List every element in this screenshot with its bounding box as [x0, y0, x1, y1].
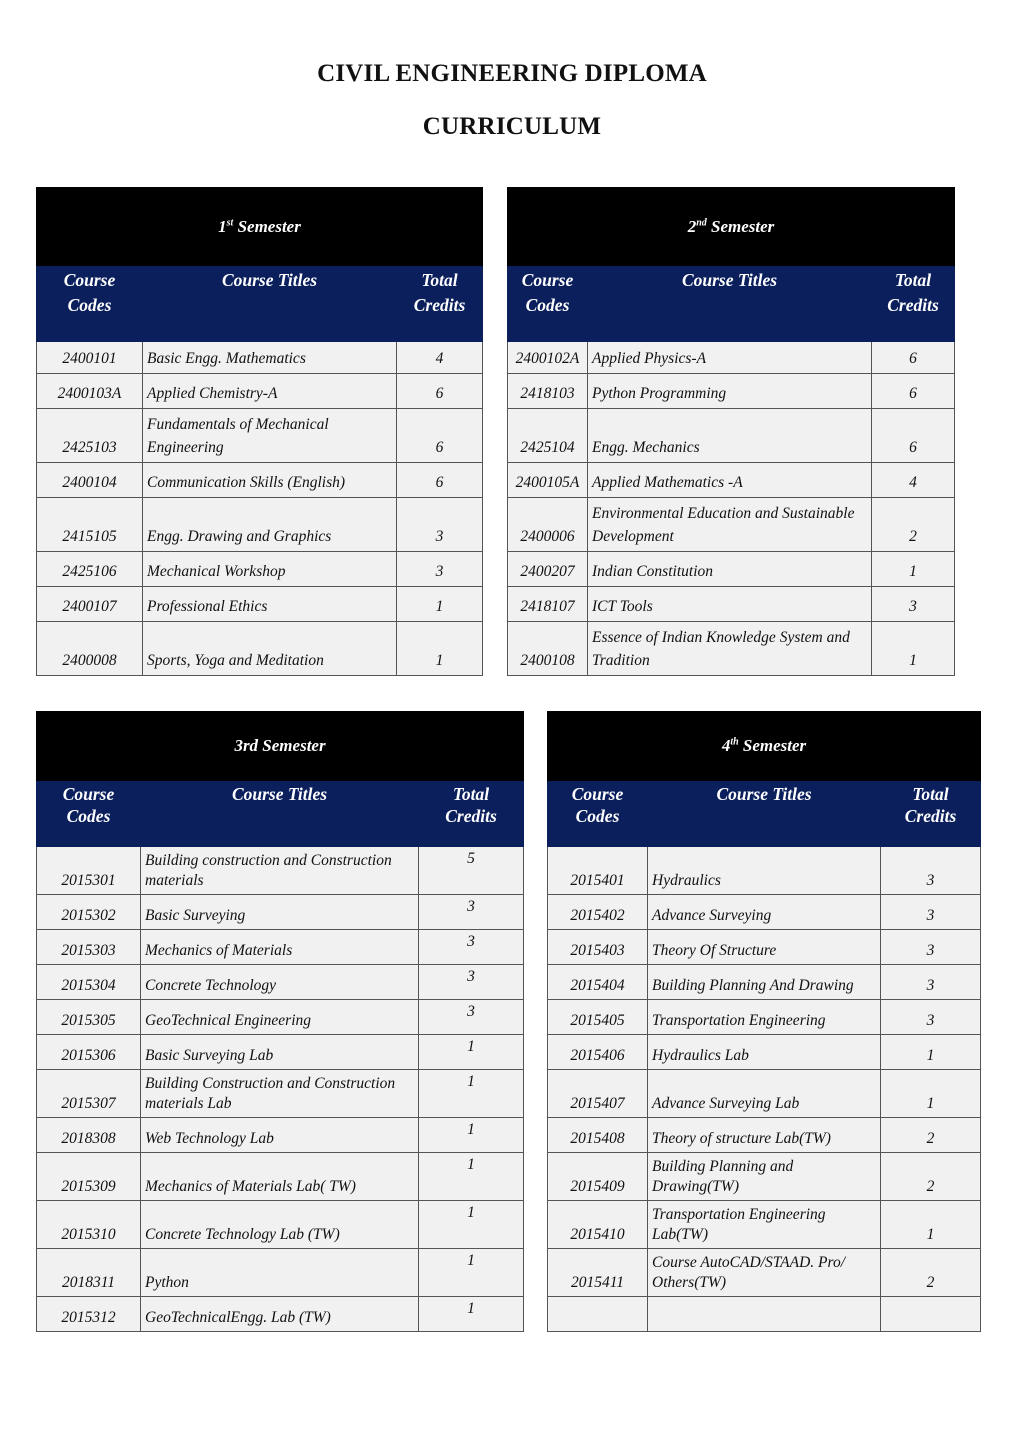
- course-title-cell: [648, 1297, 881, 1332]
- table-row: [508, 498, 955, 552]
- table-row: [548, 930, 981, 965]
- table-row: [37, 587, 483, 622]
- course-title-cell: Advance Surveying: [648, 895, 881, 930]
- course-title-cell: Transportation Engineering: [648, 1000, 881, 1035]
- course-code-cell: 2015304: [37, 965, 141, 1000]
- course-code-cell: 2425103: [37, 409, 143, 463]
- table-row: [37, 1070, 524, 1118]
- semester-3-table: [36, 711, 524, 1332]
- course-title-cell: Transportation Engineering Lab(TW): [648, 1201, 881, 1249]
- course-codes-header: Course Codes: [508, 266, 588, 342]
- table-row: [548, 1070, 981, 1118]
- course-code-cell: 2400008: [37, 622, 143, 676]
- total-credits-cell: 6: [397, 374, 483, 409]
- total-credits-cell: 3: [419, 965, 524, 1000]
- course-code-cell: 2015305: [37, 1000, 141, 1035]
- total-credits-header: Total Credits: [881, 781, 981, 847]
- course-code-cell: 2400103A: [37, 374, 143, 409]
- course-title-cell: Applied Mathematics -A: [588, 463, 872, 498]
- semester-1-heading: 1st Semester: [37, 188, 483, 266]
- table-row: [37, 1297, 524, 1332]
- semester-4-heading: 4th Semester: [548, 712, 981, 781]
- table-row: [508, 374, 955, 409]
- total-credits-cell: 1: [419, 1153, 524, 1201]
- course-title-cell: Theory of structure Lab(TW): [648, 1118, 881, 1153]
- table-row: [37, 409, 483, 463]
- course-code-cell: 2015306: [37, 1035, 141, 1070]
- course-title-cell: Applied Chemistry-A: [143, 374, 397, 409]
- total-credits-cell: [881, 1297, 981, 1332]
- semester-2-heading: 2nd Semester: [508, 188, 955, 266]
- course-code-cell: [548, 1297, 648, 1332]
- total-credits-cell: 4: [397, 342, 483, 374]
- course-titles-header: Course Titles: [588, 266, 872, 342]
- course-code-cell: 2015402: [548, 895, 648, 930]
- total-credits-cell: 3: [419, 1000, 524, 1035]
- course-title-cell: Basic Surveying Lab: [141, 1035, 419, 1070]
- course-title-cell: Web Technology Lab: [141, 1118, 419, 1153]
- course-code-cell: 2418107: [508, 587, 588, 622]
- total-credits-cell: 1: [881, 1070, 981, 1118]
- table-row: [37, 374, 483, 409]
- total-credits-cell: 3: [881, 847, 981, 895]
- table-row: [37, 342, 483, 374]
- table-row: [548, 1201, 981, 1249]
- table-row: [37, 965, 524, 1000]
- total-credits-cell: 6: [397, 463, 483, 498]
- table-row: [508, 552, 955, 587]
- total-credits-cell: 3: [397, 552, 483, 587]
- course-code-cell: 2400108: [508, 622, 588, 676]
- total-credits-header: Total Credits: [419, 781, 524, 847]
- course-code-cell: 2015307: [37, 1070, 141, 1118]
- course-title-cell: Building Planning And Drawing: [648, 965, 881, 1000]
- course-title-cell: Applied Physics-A: [588, 342, 872, 374]
- course-code-cell: 2015403: [548, 930, 648, 965]
- course-code-cell: 2015408: [548, 1118, 648, 1153]
- table-row: [508, 622, 955, 676]
- course-title-cell: Course AutoCAD/STAAD. Pro/ Others(TW): [648, 1249, 881, 1297]
- semester-3-heading: 3rd Semester: [37, 712, 524, 781]
- course-code-cell: 2015409: [548, 1153, 648, 1201]
- course-title-cell: Communication Skills (English): [143, 463, 397, 498]
- course-code-cell: 2015411: [548, 1249, 648, 1297]
- total-credits-cell: 2: [872, 498, 955, 552]
- course-title-cell: Fundamentals of Mechanical Engineering: [143, 409, 397, 463]
- course-title-cell: ICT Tools: [588, 587, 872, 622]
- course-code-cell: 2425104: [508, 409, 588, 463]
- total-credits-cell: 6: [872, 342, 955, 374]
- course-code-cell: 2015310: [37, 1201, 141, 1249]
- table-row: [37, 498, 483, 552]
- total-credits-cell: 1: [419, 1249, 524, 1297]
- course-title-cell: Hydraulics Lab: [648, 1035, 881, 1070]
- total-credits-cell: 3: [881, 1000, 981, 1035]
- course-title-cell: Engg. Drawing and Graphics: [143, 498, 397, 552]
- course-title-cell: Basic Engg. Mathematics: [143, 342, 397, 374]
- course-title-cell: Professional Ethics: [143, 587, 397, 622]
- total-credits-cell: 1: [419, 1070, 524, 1118]
- table-row: [37, 552, 483, 587]
- course-title-cell: Basic Surveying: [141, 895, 419, 930]
- course-title-cell: Mechanics of Materials Lab( TW): [141, 1153, 419, 1201]
- course-titles-header: Course Titles: [141, 781, 419, 847]
- table-row: [37, 1249, 524, 1297]
- course-code-cell: 2015405: [548, 1000, 648, 1035]
- total-credits-cell: 1: [872, 622, 955, 676]
- total-credits-cell: 6: [397, 409, 483, 463]
- course-code-cell: 2015309: [37, 1153, 141, 1201]
- course-codes-header: Course Codes: [37, 781, 141, 847]
- course-code-cell: 2418103: [508, 374, 588, 409]
- table-row: [37, 847, 524, 895]
- course-codes-header: Course Codes: [548, 781, 648, 847]
- table-row: [37, 463, 483, 498]
- total-credits-cell: 3: [881, 930, 981, 965]
- course-code-cell: 2400105A: [508, 463, 588, 498]
- total-credits-header: Total Credits: [872, 266, 955, 342]
- total-credits-cell: 3: [397, 498, 483, 552]
- course-title-cell: Environmental Education and Sustainable Development: [588, 498, 872, 552]
- course-code-cell: 2400207: [508, 552, 588, 587]
- table-row: [548, 965, 981, 1000]
- total-credits-header: Total Credits: [397, 266, 483, 342]
- total-credits-cell: 1: [397, 622, 483, 676]
- table-row: [37, 895, 524, 930]
- table-row: [548, 1118, 981, 1153]
- course-title-cell: Sports, Yoga and Meditation: [143, 622, 397, 676]
- course-title-cell: Engg. Mechanics: [588, 409, 872, 463]
- course-code-cell: 2400101: [37, 342, 143, 374]
- course-title-cell: Mechanical Workshop: [143, 552, 397, 587]
- table-row: [37, 1153, 524, 1201]
- table-row: [548, 1153, 981, 1201]
- total-credits-cell: 1: [419, 1035, 524, 1070]
- course-title-cell: Python: [141, 1249, 419, 1297]
- table-row: [548, 1000, 981, 1035]
- course-title-cell: Building Planning and Drawing(TW): [648, 1153, 881, 1201]
- course-title-cell: Theory Of Structure: [648, 930, 881, 965]
- course-code-cell: 2015406: [548, 1035, 648, 1070]
- total-credits-cell: 1: [881, 1035, 981, 1070]
- course-code-cell: 2015312: [37, 1297, 141, 1332]
- course-title-cell: Advance Surveying Lab: [648, 1070, 881, 1118]
- total-credits-cell: 6: [872, 409, 955, 463]
- total-credits-cell: 3: [419, 930, 524, 965]
- semester-2-table: [507, 187, 955, 676]
- course-code-cell: 2015401: [548, 847, 648, 895]
- table-row: [508, 409, 955, 463]
- course-code-cell: 2400102A: [508, 342, 588, 374]
- course-title-cell: GeoTechnicalEngg. Lab (TW): [141, 1297, 419, 1332]
- course-codes-header: Course Codes: [37, 266, 143, 342]
- total-credits-cell: 3: [881, 895, 981, 930]
- course-code-cell: 2015301: [37, 847, 141, 895]
- course-code-cell: 2018308: [37, 1118, 141, 1153]
- table-row: [548, 895, 981, 930]
- total-credits-cell: 6: [872, 374, 955, 409]
- course-title-cell: GeoTechnical Engineering: [141, 1000, 419, 1035]
- course-code-cell: 2425106: [37, 552, 143, 587]
- course-title-cell: Indian Constitution: [588, 552, 872, 587]
- course-title-cell: Building Construction and Construction materials Lab: [141, 1070, 419, 1118]
- course-code-cell: 2415105: [37, 498, 143, 552]
- course-title-cell: Concrete Technology: [141, 965, 419, 1000]
- table-row: [548, 847, 981, 895]
- total-credits-cell: 2: [881, 1249, 981, 1297]
- total-credits-cell: 5: [419, 847, 524, 895]
- course-title-cell: Building construction and Construction materials: [141, 847, 419, 895]
- table-row: [548, 1249, 981, 1297]
- document-subtitle: CURRICULUM: [422, 113, 602, 140]
- course-code-cell: 2015410: [548, 1201, 648, 1249]
- total-credits-cell: 1: [419, 1201, 524, 1249]
- course-code-cell: 2400006: [508, 498, 588, 552]
- table-row: [37, 1201, 524, 1249]
- course-titles-header: Course Titles: [648, 781, 881, 847]
- total-credits-cell: 2: [881, 1153, 981, 1201]
- total-credits-cell: 1: [872, 552, 955, 587]
- course-code-cell: 2015404: [548, 965, 648, 1000]
- course-code-cell: 2015302: [37, 895, 141, 930]
- table-row: [548, 1297, 981, 1332]
- table-row: [508, 587, 955, 622]
- total-credits-cell: 2: [881, 1118, 981, 1153]
- course-code-cell: 2015407: [548, 1070, 648, 1118]
- total-credits-cell: 1: [397, 587, 483, 622]
- course-code-cell: 2018311: [37, 1249, 141, 1297]
- course-code-cell: 2400107: [37, 587, 143, 622]
- total-credits-cell: 1: [881, 1201, 981, 1249]
- semester-1-table: [36, 187, 483, 676]
- total-credits-cell: 3: [872, 587, 955, 622]
- course-code-cell: 2015303: [37, 930, 141, 965]
- course-title-cell: Concrete Technology Lab (TW): [141, 1201, 419, 1249]
- course-title-cell: Mechanics of Materials: [141, 930, 419, 965]
- course-code-cell: 2400104: [37, 463, 143, 498]
- table-row: [37, 1035, 524, 1070]
- course-titles-header: Course Titles: [143, 266, 397, 342]
- table-row: [37, 622, 483, 676]
- course-title-cell: Python Programming: [588, 374, 872, 409]
- table-row: [37, 1118, 524, 1153]
- table-row: [508, 342, 955, 374]
- total-credits-cell: 3: [881, 965, 981, 1000]
- document-title: CIVIL ENGINEERING DIPLOMA: [317, 60, 707, 87]
- total-credits-cell: 1: [419, 1118, 524, 1153]
- table-row: [548, 1035, 981, 1070]
- table-row: [508, 463, 955, 498]
- total-credits-cell: 1: [419, 1297, 524, 1332]
- total-credits-cell: 4: [872, 463, 955, 498]
- course-title-cell: Essence of Indian Knowledge System and Tradition: [588, 622, 872, 676]
- semester-4-table: [547, 711, 981, 1332]
- table-row: [37, 930, 524, 965]
- course-title-cell: Hydraulics: [648, 847, 881, 895]
- total-credits-cell: 3: [419, 895, 524, 930]
- table-row: [37, 1000, 524, 1035]
